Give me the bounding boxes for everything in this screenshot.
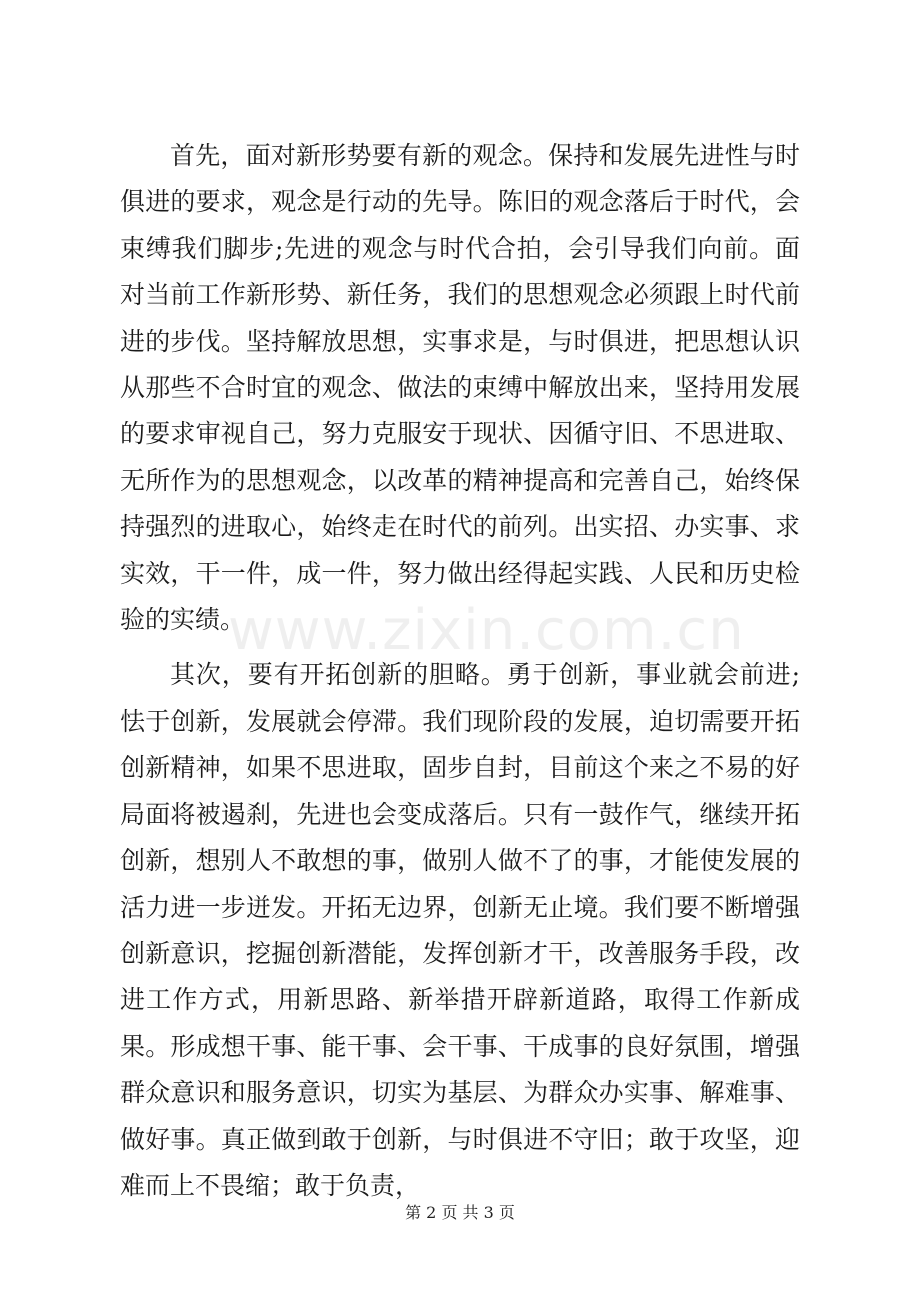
page-footer: 第 2 页 共 3 页 — [405, 1203, 515, 1222]
paragraph-1: 首先，面对新形势要有新的观念。保持和发展先进性与时俱进的要求，观念是行动的先导。陈旧的观念落后于时代，会束缚我们脚步;先进的观念与时代合拍，会引导我们向前。面对当前工作新形势、新任务，我们的思想观念必须跟上时代前进的步伐。坚持解放思想，实事求是，与时俱进，把思想认识从那些不合时宜的观念、做法的束缚中解放出来，坚持用发展的要求审视自己，努力克服安于现状、因循守旧、不思进取、无所作为的思想观念，以改革的精神提高和完善自己，始终保持强烈的进取心，始终走在时代的前列。出实招、办实事、求实效，干一件，成一件，努力做出经得起实践、人民和历史检验的实绩。 — [120, 141, 800, 635]
watermark: www.zixin.com.cn — [228, 598, 745, 663]
paragraph-2: 其次，要有开拓创新的胆略。勇于创新，事业就会前进;怯于创新，发展就会停滞。我们现阶段的发展，迫切需要开拓创新精神，如果不思进取，固步自封，目前这个来之不易的好局面将被遏刹，先进也会变成落后。只有一鼓作气，继续开拓创新，想别人不敢想的事，做别人做不了的事，才能使发展的活力进一步迸发。开拓无边界，创新无止境。我们要不断增强创新意识，挖掘创新潜能，发挥创新才干，改善服务手段，改进工作方式，用新思路、新举措开辟新道路，取得工作新成果。形成想干事、能干事、会干事、干成事的良好氛围，增强群众意识和服务意识，切实为基层、为群众办实事、解难事、做好事。真正做到敢于创新，与时俱进不守旧；敢于攻坚，迎难而上不畏缩；敢于负责， — [120, 660, 800, 1200]
document-body — [120, 133, 800, 1209]
